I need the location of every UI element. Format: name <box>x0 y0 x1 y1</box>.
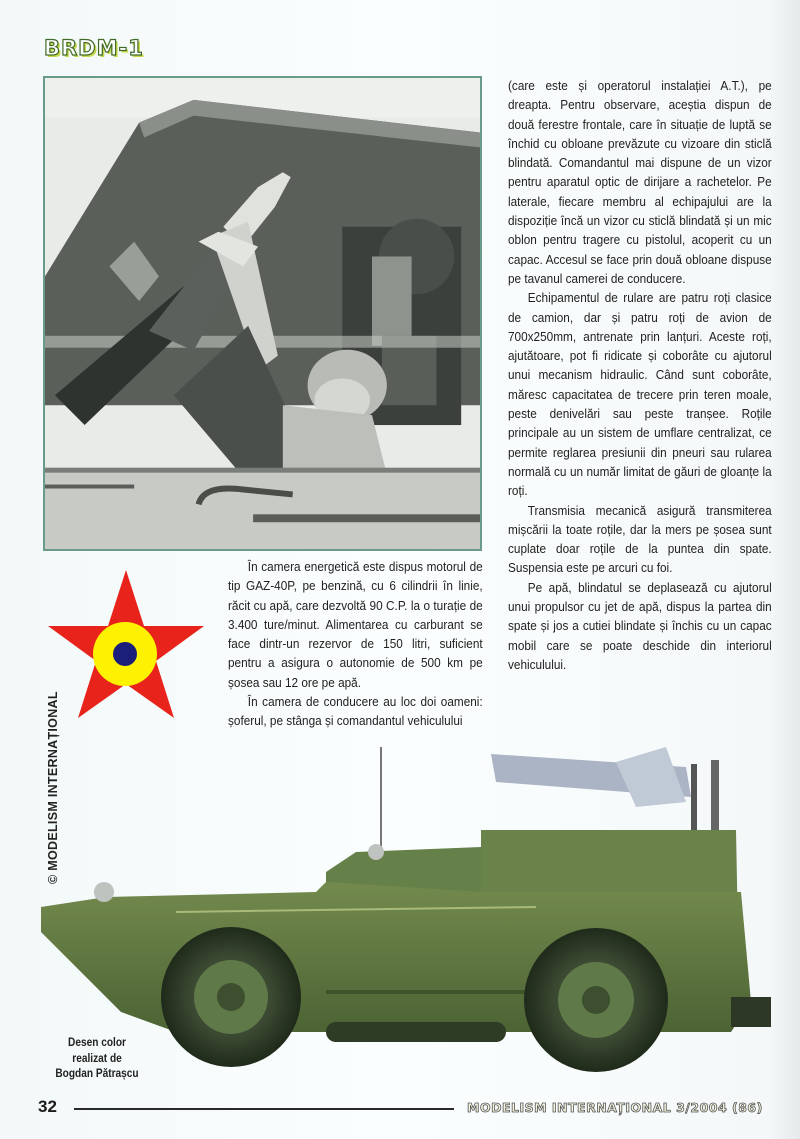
illustration-caption <box>49 1036 146 1083</box>
photo-image <box>45 78 480 549</box>
copyright-notice: © MODELISM INTERNAȚIONAL <box>46 691 60 884</box>
caption-line: realizat de <box>72 1052 122 1065</box>
publication-footer: MODELISM INTERNAȚIONAL 3/2004 (86) <box>467 1100 763 1115</box>
bw-photo-missile-loading <box>43 76 482 551</box>
paragraph: (care este și operatorul instalației A.T.), pe dreapta. Pentru observare, aceștia dispun de două ferestre frontale, care în situație de luptă se închid cu obloane prevăzute cu vizoare din sticlă blindată. Comandantul mai dispune de un vizor pentru aparatul optic de dirijare a rachetelor. Pe laterale, fiecare membru al echipajului are la dispoziție încă un vizor cu sticlă blindată și un mic oblon pentru tragere cu pistolul, acoperit cu un capac. Accesul se face prin două obloane dispuse pe tavanul camerei de conducere. <box>508 78 772 286</box>
caption-line: Desen color <box>68 1037 126 1049</box>
article-right-column <box>508 76 772 674</box>
romanian-star-roundel-icon <box>46 566 206 726</box>
footer-divider <box>74 1108 454 1110</box>
paragraph: În camera energetică este dispus motorul de tip GAZ-40P, pe benzină, cu 6 cilindrii în linie, răcit cu apă, care dezvoltă 90 C.P. la o turație de 3.400 ture/minut. Alimentarea cu carburant se face dintr-un rezervor de 150 litri, suficient pentru a asigura o autonomie de 500 km pe șosea sau 12 ore pe apă. <box>228 559 483 690</box>
article-middle-column <box>228 557 483 731</box>
caption-line: Bogdan Pătrașcu <box>55 1068 139 1080</box>
paragraph: Echipamentul de rulare are patru roți clasice de camion, dar și patru roți de avion de 700x250mm, antrenate prin lanțuri. Aceste roți, ajutătoare, pot fi ridicate și coborâte cu ajutorul unui mecanism hidraulic. Când sunt coborâte, măresc capacitatea de trecere prin teren moale, peste denivelări sau peste tranșee. Roțile principale au un sistem de umflare centralizat, ce permite reglarea presiunii din pneuri sau rularea normală cu un număr limitat de găuri de gloanțe la roți. <box>508 290 772 499</box>
paragraph: Pe apă, blindatul se deplasează cu ajutorul unui propulsor cu jet de apă, dispus la partea din spate și jos a cutiei blindate și închis cu un capac mobil care se poate deschide din interiorul vehiculului. <box>508 579 772 672</box>
page-number: 32 <box>38 1097 57 1116</box>
paragraph: Transmisia mecanică asigură transmiterea mișcării la toate roțile, dar la mers pe șosea sunt cuplate doar roțile de la puntea din spate. Suspensia este pe arcuri cu foi. <box>508 502 772 576</box>
paragraph: În camera de conducere au loc doi oameni: șoferul, pe stânga și comandantul vehiculului <box>228 694 483 729</box>
page-title: BRDM-1 <box>44 36 144 60</box>
